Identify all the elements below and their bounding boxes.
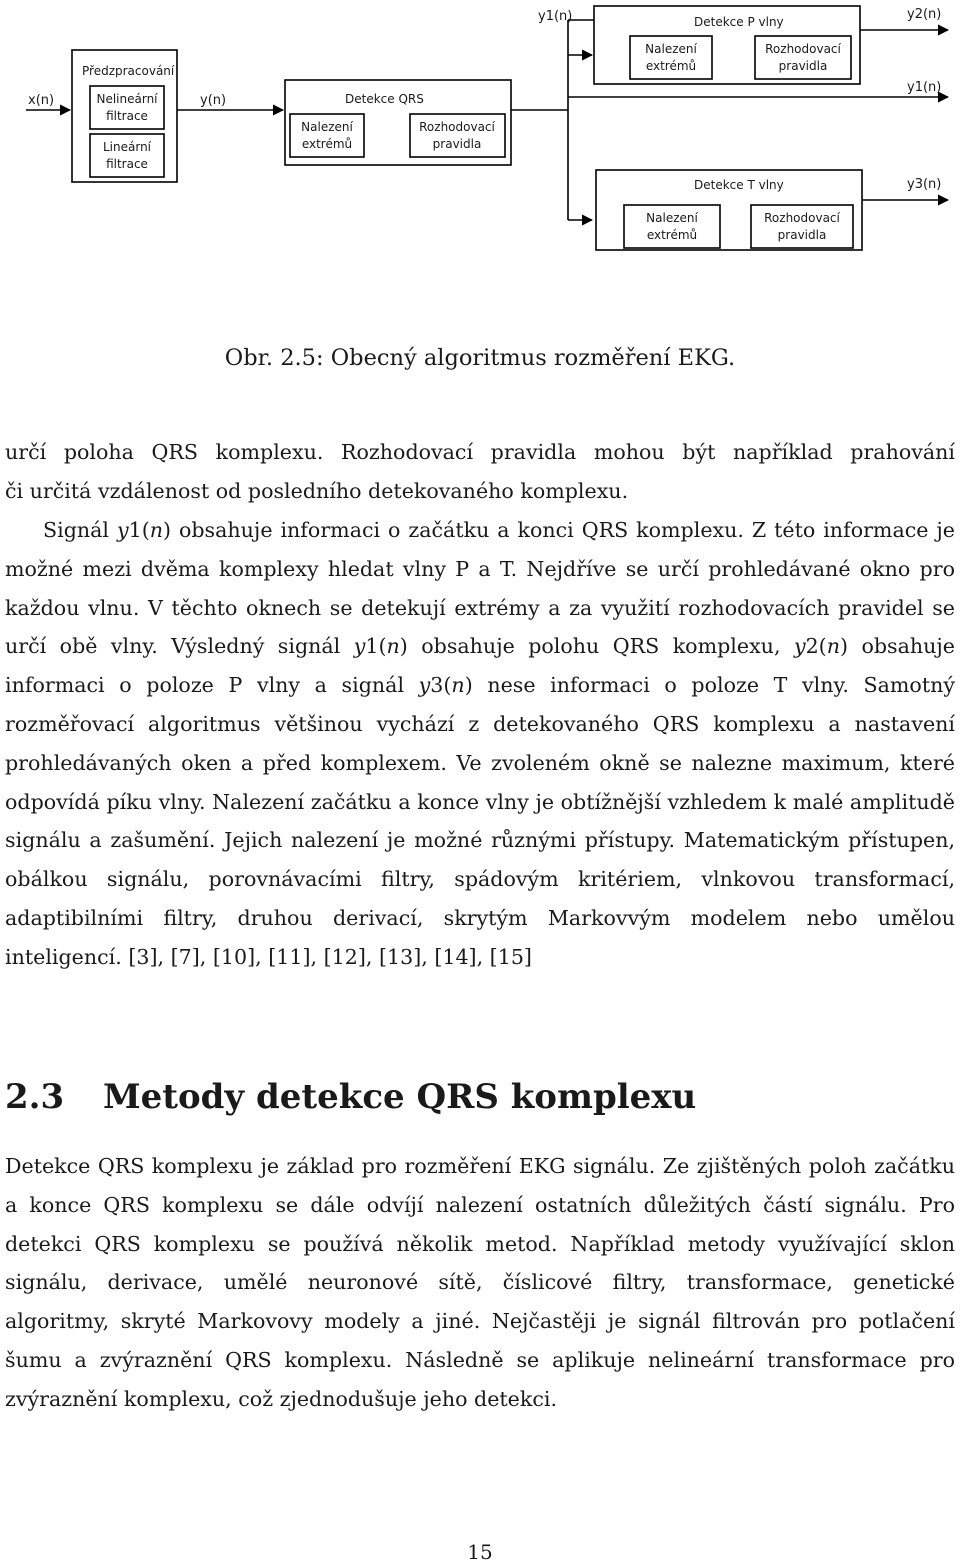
section-number: 2.3	[5, 1077, 65, 1117]
preprocessing-title: Předzpracování	[82, 64, 175, 78]
qrs-rules-line1: Rozhodovací	[419, 120, 495, 134]
linear-filter-line1: Lineární	[102, 140, 152, 154]
paragraph-line: určí poloha QRS komplexu. Rozhodovací pravidla mohou být například prahování	[5, 440, 955, 464]
figure-caption: Obr. 2.5: Obecný algoritmus rozměření EKG.	[224, 345, 736, 371]
linear-filter-line2: filtrace	[106, 157, 148, 171]
p-rules-line1: Rozhodovací	[765, 42, 841, 56]
paragraph-continued	[5, 433, 955, 511]
nonlinear-filter-line1: Nelineární	[96, 92, 158, 106]
algorithm-block-diagram	[0, 0, 960, 300]
y2-out-label: y2(n)	[907, 7, 942, 22]
p-detection-title: Detekce P vlny	[694, 15, 784, 29]
t-extremes-line1: Nalezení	[646, 211, 698, 225]
input-signal-label: x(n)	[28, 93, 55, 108]
y3-out-label: y3(n)	[907, 177, 942, 192]
mid-signal-label: y(n)	[200, 93, 227, 108]
qrs-extremes-line2: extrémů	[301, 137, 353, 151]
section-title: Metody detekce QRS komplexu	[103, 1077, 697, 1117]
qrs-extremes-line1: Nalezení	[301, 120, 353, 134]
t-extremes-line2: extrémů	[646, 228, 698, 242]
t-detection-title: Detekce T vlny	[694, 178, 784, 192]
t-rules-line1: Rozhodovací	[764, 211, 840, 225]
p-rules-line2: pravidla	[778, 59, 828, 73]
p-extremes-line2: extrémů	[645, 59, 697, 73]
qrs-rules-line2: pravidla	[432, 137, 482, 151]
p-extremes-line1: Nalezení	[645, 42, 697, 56]
qrs-detection-title: Detekce QRS	[345, 92, 424, 106]
paragraph-line: či určitá vzdálenost od posledního detekovaného komplexu.	[5, 478, 629, 503]
page-number: 15	[467, 1540, 493, 1564]
t-rules-line2: pravidla	[777, 228, 827, 242]
y1-top-label: y1(n)	[538, 9, 573, 24]
paragraph-signal-description: Signál y1(n) obsahuje informaci o začátku a konci QRS komplexu. Z této informace je možné mezi dvěma komplexy hledat vlny P a T. Nejdříve se určí prohledávané okno pro každou vlnu. V těchto oknech se detekují extrémy a za využití rozhodovacích pravidel se určí obě vlny. Výsledný signál y1(n) obsahuje polohu QRS komplexu, y2(n) obsahuje informaci o poloze P vlny a signál y3(n) nese informaci o poloze T vlny. Samotný rozměřovací algoritmus většinou vychází z detekovaného QRS komplexu a nastavení prohledávaných oken a před komplexem. Ve zvoleném okně se nalezne maximum, které odpovídá píku vlny. Nalezení začátku a konce vlny je obtížnější vzhledem k malé amplitudě signálu a zašumění. Jejich nalezení je možné různými přístupy. Matematickým přístupen, obálkou signálu, porovnávacími filtry, spádovým kritériem, vlnkovou transformací, adaptibilními filtry, druhou derivací, skrytým Markovvým modelem nebo umělou inteligencí. [3], [7], [10], [11], [12], [13], [14], [15]	[5, 518, 955, 969]
y1-out-label: y1(n)	[907, 80, 942, 95]
section-heading	[5, 1074, 696, 1120]
nonlinear-filter-line2: filtrace	[106, 109, 148, 123]
paragraph-qrs-methods: Detekce QRS komplexu je základ pro rozměření EKG signálu. Ze zjištěných poloh začátku a konce QRS komplexu se dále odvíjí nalezení ostatních důležitých částí signálu. Pro detekci QRS komplexu se používá několik metod. Například metody využívající sklon signálu, derivace, umělé neuronové sítě, číslicové filtry, transformace, genetické algoritmy, skryté Markovovy modely a jiné. Nejčastěji je signál filtrován pro potlačení šumu a zvýraznění QRS komplexu. Následně se aplikuje nelineární transformace pro zvýraznění komplexu, což zjednodušuje jeho detekci.	[5, 1154, 955, 1411]
